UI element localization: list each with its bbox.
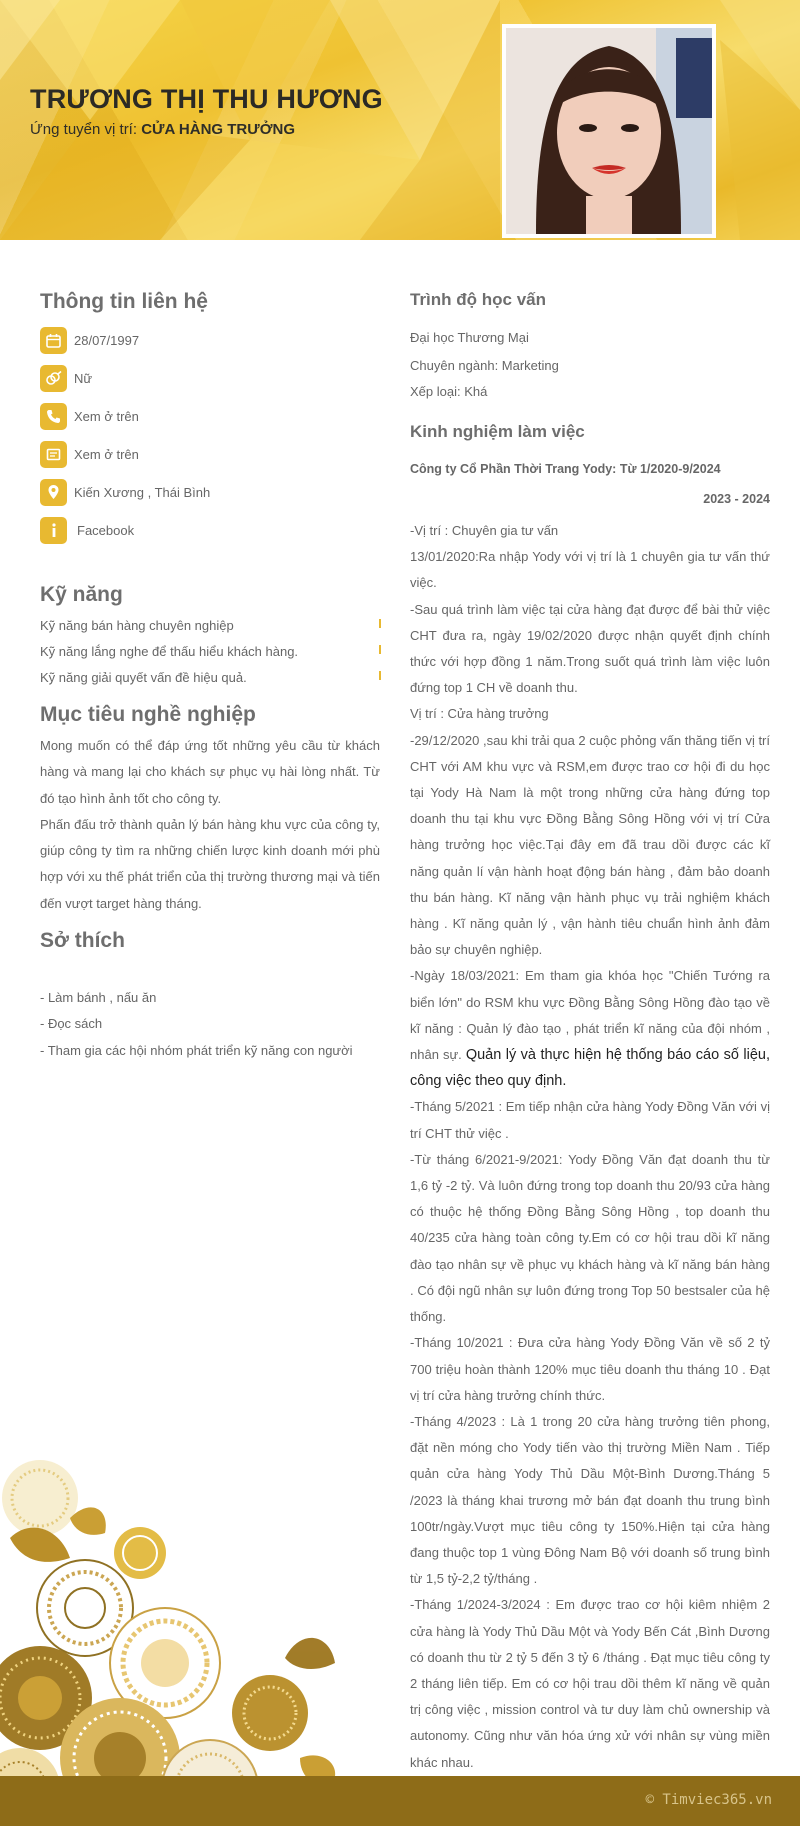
- footer-watermark: © Timviec365.vn: [645, 1792, 772, 1808]
- skill-item: [40, 613, 380, 639]
- job-paragraph: -29/12/2020 ,sau khi trải qua 2 cuộc phỏng vấn thăng tiến vị trí CHT với AM khu vực và RSM,em được trao cơ hội đi du học tại Yody Hà Nam là một trong những cửa hàng đứng top doanh thu tại khu vực Đồng Bằng Sông Hồng với vị trí Cửa hàng trưởng học việc.Tại đây em đã trau dồi được các kĩ năng quản lí vận hành hoạt động bán hàng , đảm bảo doanh thu bán hàng. Kĩ năng vận hành phục vụ trải nghiệm khách hàng . Kĩ năng quản lý , vận hành tiêu chuẩn hình ảnh đảm bảo sự chuyên nghiệp.: [410, 732, 770, 958]
- location-icon: [40, 479, 67, 506]
- info-icon: [40, 517, 67, 544]
- contact-address: [40, 473, 380, 511]
- applied-position-value: CỬA HÀNG TRƯỞNG: [141, 121, 295, 138]
- cv-header: [0, 0, 800, 240]
- contact-email: [40, 435, 380, 473]
- contact-phone: [40, 397, 380, 435]
- job-paragraph: -Sau quá trình làm việc tại cửa hàng đạt được để bài thử việc CHT đưa ra, ngày 19/02/2020 được nhận quyết định chính thức với hợp đồng 1 năm.Trong suốt quá trình làm việc luôn đứng top 1 CH về doanh thu.: [410, 601, 770, 696]
- contact-address-text: Kiến Xương , Thái Bình: [74, 484, 211, 500]
- education-section-title: Trình độ học vấn: [410, 290, 547, 309]
- objective-section-title: Mục tiêu nghề nghiệp: [40, 703, 256, 726]
- job-training-text: -Ngày 18/03/2021: Em tham gia khóa học "Chiến Tướng ra biển lớn" do RSM khu vực Đồng Bằng Sông Hồng đào tạo về kĩ năng : Quản lý đào tạo , phát triển kĩ năng của đội nhóm , nhân sự.: [410, 968, 770, 1063]
- job-training-emphasis: Quản lý và thực hiện hệ thống báo cáo số liệu, công việc theo quy định.: [410, 1047, 770, 1090]
- floral-decoration: [0, 1458, 380, 1826]
- calendar-icon: [40, 327, 67, 354]
- job-company: Công ty Cổ Phần Thời Trang Yody: Từ 1/2020-9/2024: [410, 462, 721, 476]
- job-paragraph: -Tháng 4/2023 : Là 1 trong 20 cửa hàng trưởng tiên phong, đặt nền móng cho Yody tiến vào thị trường Miền Nam . Tiếp quản cửa hàng Yody Thủ Dầu Một-Bình Dương.Tháng 5 /2023 là tháng khai trương mở bán đạt doanh thu trung bình 100tr/ngày.Vượt mục tiêu công ty 150%.Hiện tại cửa hàng đang thuộc top 1 vùng Đông Nam Bộ với doanh số trung bình từ 1,5 tỷ-2,2 tỷ/tháng .: [410, 1413, 770, 1587]
- profile-photo: [502, 24, 716, 238]
- education-major: Chuyên ngành: Marketing: [410, 358, 559, 373]
- job-paragraph: -Tháng 5/2021 : Em tiếp nhận cửa hàng Yody Đồng Văn với vị trí CHT thử việc .: [410, 1099, 770, 1141]
- hobby-item: - Làm bánh , nấu ăn: [40, 990, 157, 1006]
- skill-item-text: Kỹ năng bán hàng chuyên nghiệp: [40, 618, 234, 633]
- hobby-item: - Đọc sách: [40, 1016, 103, 1032]
- education-grade: Xếp loại: Khá: [410, 384, 488, 399]
- job-years: 2023 - 2024: [703, 492, 770, 506]
- contact-list: [40, 321, 380, 549]
- objective-paragraph: Phấn đấu trở thành quản lý bán hàng khu vực của công ty, giúp công ty tìm ra những chiến lược kinh doanh mới phù hợp với xu thế phát triển của thị trường thương mại và tiến đến vượt target hàng tháng.: [40, 816, 380, 911]
- footer-bar: [0, 1776, 800, 1826]
- contact-facebook[interactable]: [40, 511, 380, 549]
- gender-icon: [40, 365, 67, 392]
- skills-section-title: Kỹ năng: [40, 583, 123, 606]
- contact-birthday: [40, 321, 380, 359]
- applied-position-prefix: Ứng tuyển vị trí:: [30, 121, 138, 138]
- skill-rating-bar: [379, 645, 381, 654]
- job-paragraph: -Vị trí : Chuyên gia tư vấn: [410, 523, 559, 538]
- experience-section-title: Kinh nghiệm làm việc: [410, 422, 585, 441]
- contact-email-text: Xem ở trên: [74, 446, 139, 462]
- job-paragraph: 13/01/2020:Ra nhập Yody với vị trí là 1 chuyên gia tư vấn thứ việc.: [410, 549, 770, 591]
- hobbies-list: [40, 985, 380, 1064]
- hobby-item: - Tham gia các hội nhóm phát triển kỹ năng con người: [40, 1042, 353, 1058]
- contact-birthday-text: 28/07/1997: [74, 332, 140, 348]
- skill-item: [40, 665, 380, 691]
- applied-position: [30, 121, 295, 138]
- left-column: [40, 290, 380, 1064]
- job-paragraph: -Tháng 10/2021 : Đưa cửa hàng Yody Đồng Văn về số 2 tỷ 700 triệu hoàn thành 120% mục tiêu doanh thu tháng 10 . Đạt vị trí cửa hàng trưởng chính thức.: [410, 1335, 770, 1403]
- skill-item-text: Kỹ năng giải quyết vấn đề hiệu quả.: [40, 670, 247, 685]
- job-training-paragraph: [410, 963, 770, 1094]
- contact-gender-text: Nữ: [74, 370, 93, 386]
- objective-content: [40, 733, 380, 917]
- skill-item: [40, 639, 380, 665]
- skill-rating-bar: [379, 619, 381, 628]
- skills-list: [40, 613, 380, 691]
- contact-gender: [40, 359, 380, 397]
- contact-section-title: Thông tin liên hệ: [40, 290, 208, 313]
- job-paragraph: -Từ tháng 6/2021-9/2021: Yody Đồng Văn đạt doanh thu từ 1,6 tỷ -2 tỷ. Và luôn đứng trong top doanh thu 20/93 cửa hàng có thuộc hệ thống Đồng Bằng Sông Hồng , top doanh thu 40/235 cửa hàng toàn công ty.Em có cơ hội trau dồi kĩ năng đào tạo nhân sự về phục vụ khách hàng và kĩ năng bán hàng . Có đội ngũ nhân sự luôn đứng trong Top 50 bestsaler của hệ thống.: [410, 1151, 770, 1325]
- hobbies-section-title: Sở thích: [40, 929, 125, 953]
- contact-facebook-link[interactable]: Facebook: [77, 522, 135, 538]
- skill-item-text: Kỹ năng lắng nghe để thấu hiểu khách hàng.: [40, 644, 299, 659]
- job-paragraph: Vị trí : Cửa hàng trưởng: [410, 706, 549, 722]
- phone-icon: [40, 403, 67, 430]
- education-school: Đại học Thương Mại: [410, 330, 529, 345]
- email-icon: [40, 441, 67, 468]
- right-column: [410, 290, 770, 1776]
- contact-phone-text: Xem ở trên: [74, 408, 139, 424]
- objective-paragraph: Mong muốn có thể đáp ứng tốt những yêu cầu từ khách hàng và mang lại cho khách sự phục vụ hài lòng nhất. Từ đó tạo hình ảnh tốt cho công ty.: [40, 738, 380, 806]
- job-description: [410, 518, 770, 1776]
- skill-rating-bar: [379, 671, 381, 680]
- candidate-name: TRƯƠNG THỊ THU HƯƠNG: [30, 84, 383, 114]
- job-paragraph: -Tháng 1/2024-3/2024 : Em được trao cơ hội kiêm nhiệm 2 cửa hàng là Yody Thủ Dầu Một và Yody Bến Cát ,Bình Dương có doanh thu từ 2 tỷ 5 đến 3 tỷ 6 /tháng . Đạt mục tiêu công ty 2 tháng liên tiếp. Em có cơ hội trau dồi thêm kĩ năng về quản trị công việc , mission control và tư duy làm chủ ownership và autonomy. Cũng như văn hóa ứng xử với nhân sự vùng miền khác nhau.: [410, 1597, 770, 1770]
